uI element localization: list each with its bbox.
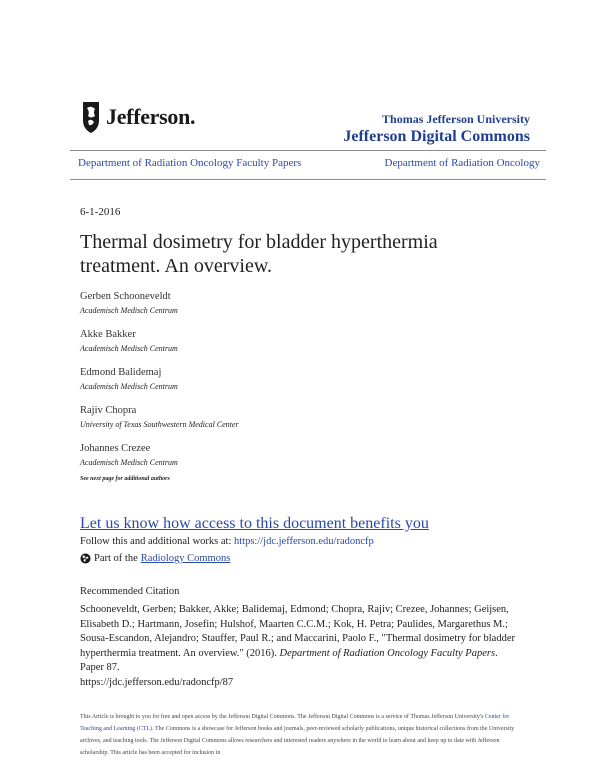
author-name: Gerben Schooneveldt — [80, 291, 171, 302]
citation-journal: Department of Radiation Oncology Faculty Papers — [279, 647, 496, 659]
author-name: Rajiv Chopra — [80, 405, 137, 416]
faculty-papers-link[interactable]: Department of Radiation Oncology Faculty Papers — [78, 157, 302, 169]
author-name: Akke Bakker — [80, 329, 136, 340]
department-bar — [70, 150, 546, 180]
citation-url[interactable]: https://jdc.jefferson.edu/radoncfp/87 — [80, 676, 234, 688]
access-notice — [80, 711, 520, 759]
author-affiliation: University of Texas Southwestern Medical Center — [80, 420, 239, 429]
author-affiliation: Academisch Medisch Centrum — [80, 458, 178, 467]
author-item — [80, 404, 239, 442]
jefferson-logo[interactable] — [80, 100, 195, 134]
collection-url-link[interactable]: https://jdc.jefferson.edu/radoncfp — [234, 536, 374, 547]
jefferson-crest-icon — [80, 100, 102, 134]
part-of-line — [80, 553, 230, 564]
author-item — [80, 442, 239, 480]
author-affiliation: Academisch Medisch Centrum — [80, 382, 178, 391]
logo-text: Jefferson. — [106, 104, 196, 129]
author-item — [80, 328, 239, 366]
publication-date: 6-1-2016 — [80, 206, 121, 218]
university-name[interactable]: Thomas Jefferson University — [382, 112, 530, 126]
author-affiliation: Academisch Medisch Centrum — [80, 344, 178, 353]
part-of-prefix: Part of the — [94, 553, 138, 564]
author-list — [80, 290, 239, 480]
see-next-page-note: See next page for additional authors — [80, 476, 170, 482]
follow-prefix: Follow this and additional works at: — [80, 536, 232, 547]
citation-main: Schooneveldt, Gerben; Bakker, Akke; Balidemaj, Edmond; Chopra, Rajiv; Crezee, Johannes; Geijsen, Elisabeth D.; Hartmann, Josefin; Hulshof, Maarten C.C.M.; Kok, H. Petra; Paulides, Margarethus M.; Sousa-Escandon, Alejandro; Stauffer, Paul R.; and Maccarini, Paolo F., "Thermal dosimetry for bladder hyperthermia treatment. An overview." (2016). — [80, 604, 515, 659]
benefit-feedback-link[interactable]: Let us know how access to this document benefits you — [80, 515, 429, 532]
citation-text — [80, 603, 520, 691]
recommended-citation-heading: Recommended Citation — [80, 586, 180, 597]
ctl-link[interactable]: Center for Teaching and Learning (CTL) — [80, 714, 510, 732]
notice-part2: . The Commons is a showcase for Jefferson books and journals, peer-reviewed scholarly publications, unique historical collections from the University archives, and teaching tools. The Jefferson Digital Commons allows researchers and interested readers anywhere in the world to learn about and keep up to date with Jefferson scholarship. This article has been accepted for inclusion in — [80, 726, 515, 756]
department-link[interactable]: Department of Radiation Oncology — [384, 157, 540, 169]
repository-name[interactable]: Jefferson Digital Commons — [343, 128, 530, 145]
author-name: Edmond Balidemaj — [80, 367, 162, 378]
author-item — [80, 290, 239, 328]
repository-header — [343, 112, 530, 146]
citation-paper-number: . Paper 87. — [80, 647, 498, 674]
network-icon — [80, 553, 91, 564]
paper-title: Thermal dosimetry for bladder hyperthermia treatment. An overview. — [80, 231, 438, 277]
author-affiliation: Academisch Medisch Centrum — [80, 306, 178, 315]
author-name: Johannes Crezee — [80, 443, 151, 454]
author-item — [80, 366, 239, 404]
radiology-commons-link[interactable]: Radiology Commons — [140, 553, 231, 564]
follow-line — [80, 536, 374, 547]
notice-part1: This Article is brought to you for free and open access by the Jefferson Digital Commons. The Jefferson Digital Commons is a service of Thomas Jefferson University's — [80, 714, 484, 720]
